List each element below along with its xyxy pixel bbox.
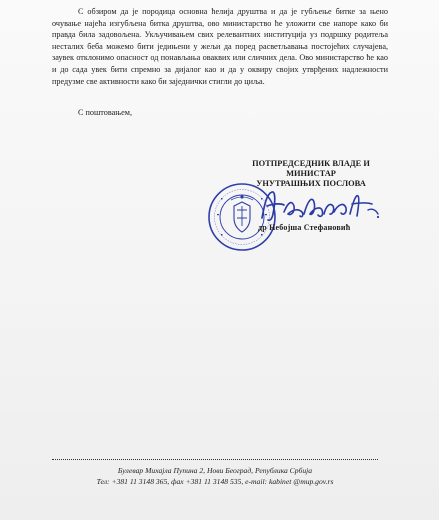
letter-paragraph: С обзиром да је породица основна ћелија друштва и да је губљење битке за њено очување најећа изгубљена битка друштва, ово министарство ће уложити све напоре како би правда била задовољена. Укључивањем свих релевантних институција уз подршку родитеља несталих беба можемо бити једињени у жељи да поред расветљавања постојећих случајева, заувек отклонимо опасност од понављања оваквих или сличних дела. Ово министарство ће као и до сада увек бити спремно за дијалог као и да у оквиру својих утврђених надлежности предузме све активности како би заједнички стигли до циља. bbox=[52, 7, 388, 86]
letter-body bbox=[52, 6, 388, 92]
letterhead-footer bbox=[52, 465, 378, 487]
closing-salutation: С поштовањем, bbox=[78, 108, 133, 117]
footer-address: Булевар Михајла Пупина 2, Нови Београд, Република Србија bbox=[117, 466, 313, 475]
handwritten-signature-icon bbox=[258, 188, 384, 224]
signer-name: др Небојша Стефановић bbox=[258, 223, 351, 232]
footer-divider bbox=[52, 459, 378, 460]
signature-title-line: ПОТПРЕДСЕДНИК ВЛАДЕ И bbox=[252, 159, 370, 168]
signature-title-line: УНУТРАШЊИХ ПОСЛОВА bbox=[256, 179, 366, 188]
signature-title-line: МИНИСТАР bbox=[286, 169, 336, 178]
footer-contact: Тел: +381 11 3148 365, фаx +381 11 3148 535, e-mail: kabinet @mup.gov.rs bbox=[96, 477, 334, 486]
